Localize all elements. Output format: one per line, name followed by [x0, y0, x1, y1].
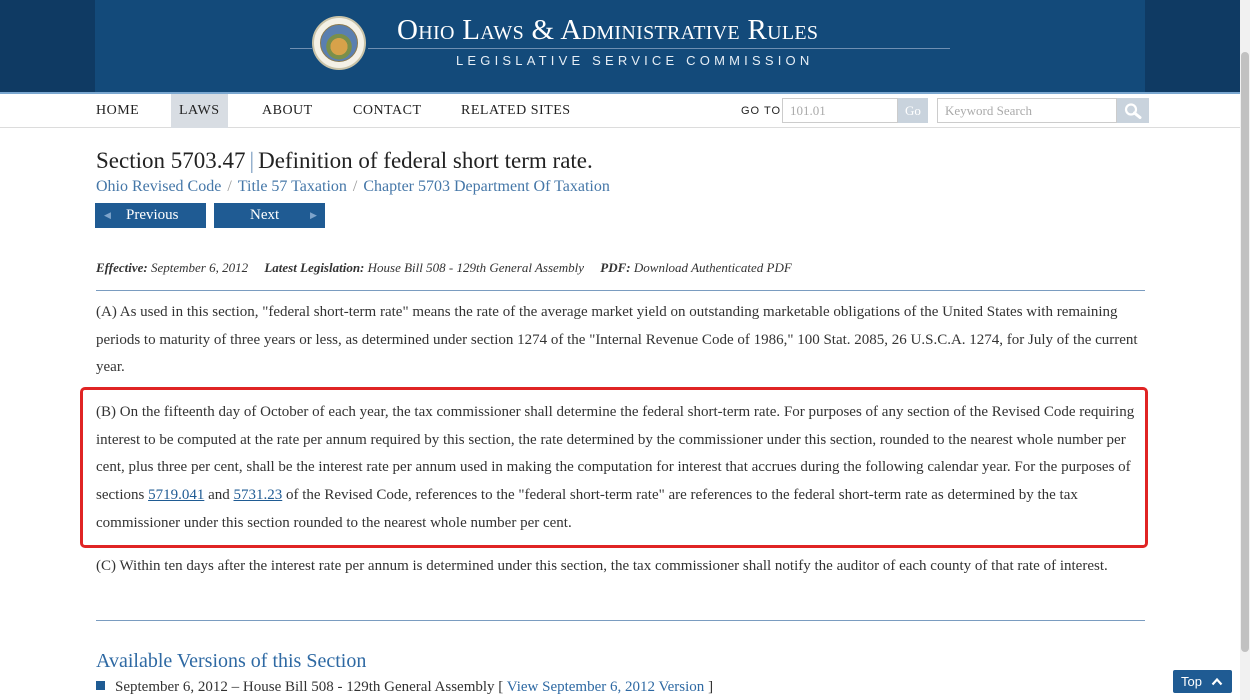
legislation-value: House Bill 508 - 129th General Assembly [367, 260, 585, 275]
section-link-5731-23[interactable]: 5731.23 [233, 487, 283, 504]
square-bullet-icon [96, 681, 105, 690]
keyword-search-input[interactable]: Keyword Search [937, 98, 1117, 123]
breadcrumb-separator: / [227, 178, 232, 195]
section-meta [96, 260, 792, 276]
ohio-seal-icon[interactable] [312, 16, 366, 70]
goto-input[interactable]: 101.01 [782, 98, 898, 123]
next-button[interactable] [214, 203, 325, 228]
seal-emblem [320, 24, 358, 62]
main-nav [0, 92, 1240, 128]
breadcrumb-title-57[interactable]: Title 57 Taxation [237, 178, 347, 195]
version-text: September 6, 2012 – House Bill 508 - 129th General Assembly [ [115, 679, 507, 695]
top-label: Top [1181, 674, 1202, 689]
goto-button[interactable]: Go [898, 98, 928, 123]
paragraph-a: (A) As used in this section, "federal short-term rate" means the rate of the average market yield on outstanding marketable obligations of the United States with remaining periods to maturity of three years or less, as determined under section 1274 of the "Internal Revenue Code of 1986," 100 Stat. 2085, 26 U.S.C.A. 1274, for July of the current year. [96, 304, 1138, 376]
nav-laws[interactable]: LAWS [171, 94, 228, 128]
scrollbar[interactable] [1240, 0, 1250, 700]
magnifier-icon [1124, 103, 1142, 119]
nav-contact[interactable]: CONTACT [353, 103, 422, 118]
breadcrumb-chapter-5703[interactable]: Chapter 5703 Department Of Taxation [363, 178, 610, 195]
effective-label: Effective: [96, 260, 148, 275]
site-subtitle: LEGISLATIVE SERVICE COMMISSION [456, 53, 814, 68]
section-number: Section 5703.47 [96, 148, 246, 173]
triangle-right-icon: ▶ [310, 210, 317, 220]
site-title[interactable]: Ohio Laws & Administrative Rules [397, 14, 819, 46]
breadcrumb [96, 178, 610, 196]
highlight-box [80, 387, 1148, 548]
nav-home[interactable]: HOME [96, 103, 140, 118]
section-link-5719-041[interactable]: 5719.041 [148, 487, 205, 504]
view-version-link[interactable]: View September 6, 2012 Version [506, 679, 705, 695]
paragraph-b-text: (B) On the fifteenth day of October of each year, the tax commissioner shall determine the federal short-term rate. For purposes of any section of the Revised Code requiring interest to be computed at the rate per annum required by this section, the rate determined by the commissioner under this section, rounded to the nearest whole number per cent, plus three per cent, shall be the interest rate per annum used in making the computation for interest that accrues during the following calendar year. For the purposes of sections [96, 404, 1135, 504]
list-item [96, 679, 713, 696]
page-title [96, 148, 593, 174]
scrollbar-thumb[interactable] [1241, 52, 1249, 652]
version-text-end: ] [704, 679, 714, 695]
divider [290, 48, 312, 49]
divider [96, 620, 1145, 621]
breadcrumb-ohio-revised-code[interactable]: Ohio Revised Code [96, 178, 222, 195]
header-banner [0, 0, 1240, 92]
divider [368, 48, 950, 49]
previous-button[interactable] [95, 203, 206, 228]
paragraph-b-and: and [204, 487, 234, 504]
section-name: Definition of federal short term rate. [258, 148, 593, 173]
next-label: Next [250, 207, 280, 223]
paragraph-c: (C) Within ten days after the interest rate per annum is determined under this section, the tax commissioner shall notify the auditor of each county of that rate of interest. [96, 558, 1108, 574]
chevron-up-icon [1211, 677, 1223, 686]
previous-label: Previous [126, 207, 179, 223]
divider [96, 290, 1145, 291]
pdf-download-link[interactable]: Download Authenticated PDF [633, 260, 792, 275]
nav-related-sites[interactable]: RELATED SITES [461, 103, 571, 118]
effective-date: September 6, 2012 [150, 260, 249, 275]
title-separator: | [249, 148, 255, 173]
versions-heading: Available Versions of this Section [96, 650, 367, 672]
triangle-left-icon: ◀ [104, 210, 111, 220]
nav-about[interactable]: ABOUT [262, 103, 313, 118]
search-button[interactable] [1117, 98, 1149, 123]
breadcrumb-separator: / [352, 178, 358, 195]
legislation-label: Latest Legislation: [264, 260, 365, 275]
paragraph-b-text-end: of the Revised Code, references to the "federal short-term rate" are references to the federal short-term rate as determined by the tax commissioner under this section rounded to the nearest whole number per cent. [96, 487, 1078, 531]
pdf-label: PDF: [600, 260, 631, 275]
back-to-top-button[interactable] [1173, 670, 1232, 693]
goto-label: GO TO [741, 105, 782, 117]
